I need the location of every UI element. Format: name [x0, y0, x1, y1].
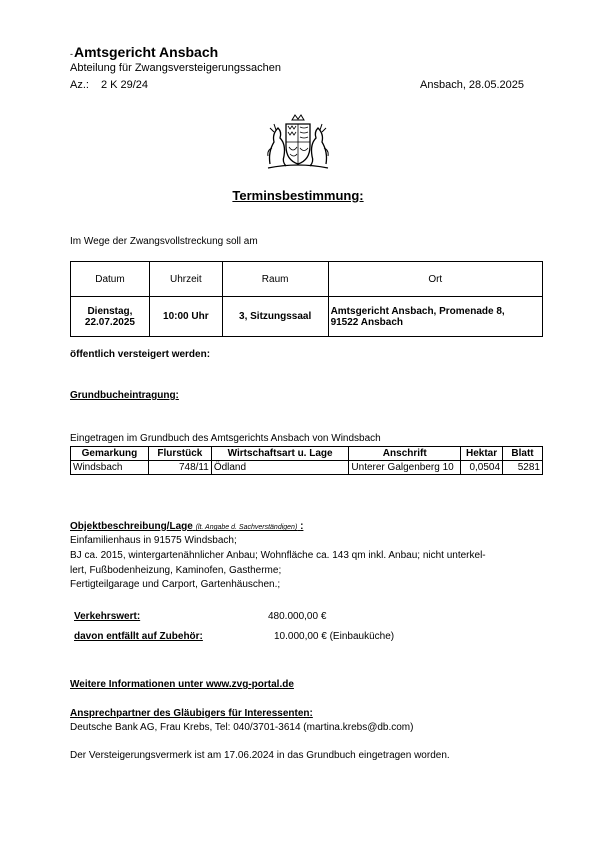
more-info-link[interactable]: Weitere Informationen unter www.zvg-portal.de — [70, 679, 294, 690]
header-gemarkung: Gemarkung — [71, 447, 149, 461]
header-flurstueck: Flurstück — [148, 447, 211, 461]
bavarian-coat-of-arms-icon — [262, 112, 334, 172]
register-note: Der Versteigerungsvermerk ist am 17.06.2024 in das Grundbuch eingetragen worden. — [70, 750, 450, 761]
object-heading-colon: : — [300, 521, 304, 532]
appointment-room: 3, Sitzungssaal — [222, 297, 328, 337]
header-wirtschaftsart: Wirtschaftsart u. Lage — [211, 447, 349, 461]
appointment-row — [71, 297, 543, 337]
object-line: Einfamilienhaus in 91575 Windsbach; — [70, 535, 237, 546]
cell-gemarkung: Windsbach — [71, 461, 149, 475]
appointment-place-line2: 91522 Ansbach — [330, 316, 404, 328]
appointment-table — [70, 261, 543, 337]
header-anschrift: Anschrift — [349, 447, 461, 461]
appointment-time: 10:00 Uhr — [149, 297, 222, 337]
file-number-label: Az.: — [70, 79, 89, 91]
file-number-value: 2 K 29/24 — [100, 79, 149, 91]
appointment-day: 22.07.2025 — [84, 316, 135, 328]
header-date: Datum — [71, 262, 150, 297]
cell-blatt: 5281 — [503, 461, 543, 475]
object-line: Fertigteilgarage und Carport, Gartenhäuschen.; — [70, 579, 281, 590]
object-heading-note: (lt. Angabe d. Sachverständigen) — [195, 524, 298, 531]
court-name: -Amtsgericht Ansbach — [70, 44, 219, 60]
auction-statement: öffentlich versteigert werden: — [70, 349, 211, 360]
object-line: lert, Fußbodenheizung, Kaminofen, Gastherme; — [70, 565, 282, 576]
land-register-line: Eingetragen im Grundbuch des Amtsgerichts Ansbach von Windsbach — [70, 433, 381, 444]
file-number — [70, 79, 148, 91]
table-row — [71, 461, 543, 475]
header-place: Ort — [328, 262, 542, 297]
header-blatt: Blatt — [503, 447, 543, 461]
court-name-text: Amtsgericht Ansbach — [74, 44, 219, 60]
object-heading-text: Objektbeschreibung/Lage — [70, 521, 193, 532]
appointment-weekday: Dienstag, — [87, 305, 133, 317]
department: Abteilung für Zwangsversteigerungssachen — [70, 62, 281, 74]
contact-heading: Ansprechpartner des Gläubigers für Interessenten: — [70, 708, 313, 719]
cell-anschrift: Unterer Galgenberg 10 — [349, 461, 461, 475]
object-heading — [70, 521, 303, 532]
header-room: Raum — [222, 262, 328, 297]
header-time: Uhrzeit — [149, 262, 222, 297]
page-title: Terminsbestimmung: — [232, 188, 364, 203]
appointment-header-row — [71, 262, 543, 297]
place-date: Ansbach, 28.05.2025 — [420, 79, 524, 91]
market-value: 480.000,00 € — [268, 611, 327, 622]
appointment-place-line1: Amtsgericht Ansbach, Promenade 8, — [330, 305, 505, 317]
cell-hektar: 0,0504 — [461, 461, 503, 475]
cell-wirtschaftsart: Ödland — [211, 461, 349, 475]
header-hektar: Hektar — [461, 447, 503, 461]
land-register-heading: Grundbucheintragung: — [70, 390, 179, 401]
land-register-header-row — [71, 447, 543, 461]
market-value-label: Verkehrswert: — [74, 611, 141, 622]
land-register-table — [70, 446, 543, 475]
accessory-value: 10.000,00 € (Einbauküche) — [274, 631, 395, 642]
appointment-date — [71, 297, 150, 337]
object-line: BJ ca. 2015, wintergartenähnlicher Anbau; Wohnfläche ca. 143 qm inkl. Anbau; nicht unterkel- — [70, 550, 486, 561]
cell-flurstueck: 748/11 — [148, 461, 211, 475]
intro-text: Im Wege der Zwangsvollstreckung soll am — [70, 236, 258, 247]
contact-text: Deutsche Bank AG, Frau Krebs, Tel: 040/3701-3614 (martina.krebs@db.com) — [70, 722, 414, 733]
appointment-place — [328, 297, 542, 337]
accessory-label: davon entfällt auf Zubehör: — [74, 631, 203, 642]
